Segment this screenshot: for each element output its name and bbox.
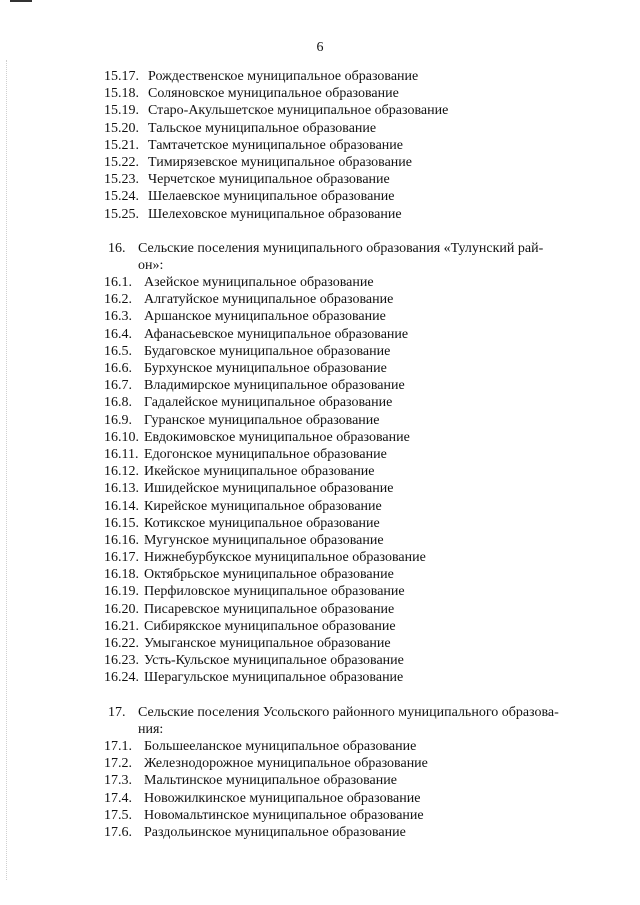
list-item — [104, 790, 594, 807]
item-text: Азейское муниципальное образование — [144, 275, 374, 291]
item-text: Котикское муниципальное образование — [144, 515, 380, 531]
item-number: 16.6. — [104, 361, 132, 377]
section-16-number: 16. — [108, 240, 126, 256]
list-item — [104, 102, 594, 119]
section-17-number: 17. — [108, 704, 126, 720]
list-item — [104, 669, 594, 686]
item-text: Черчетское муниципальное образование — [148, 172, 390, 188]
item-text: Афанасьевское муниципальное образование — [144, 326, 409, 342]
item-number: 16.10. — [104, 429, 139, 445]
item-number: 16.21. — [104, 618, 139, 634]
list-item — [104, 377, 594, 394]
list-item — [104, 498, 594, 515]
list-item — [104, 652, 594, 669]
item-number: 15.21. — [104, 137, 139, 153]
list-item — [104, 326, 594, 343]
item-text: Перфиловское муниципальное образование — [144, 584, 405, 600]
item-text: Тимирязевское муниципальное образование — [148, 154, 412, 170]
list-item — [104, 412, 594, 429]
item-number: 16.4. — [104, 326, 132, 342]
item-text: Алгатуйское муниципальное образование — [144, 292, 394, 308]
item-text: Гадалейское муниципальное образование — [144, 395, 393, 411]
item-text: Владимирское муниципальное образование — [144, 378, 405, 394]
item-number: 17.6. — [104, 824, 132, 840]
item-number: 16.3. — [104, 309, 132, 325]
spacer — [104, 687, 594, 704]
list-item — [104, 446, 594, 463]
list-item — [104, 308, 594, 325]
list-section-16 — [104, 274, 594, 687]
item-number: 17.5. — [104, 807, 132, 823]
item-number: 16.5. — [104, 343, 132, 359]
list-section-17 — [104, 738, 594, 841]
item-text: Раздольинское муниципальное образование — [144, 824, 406, 840]
item-number: 17.2. — [104, 756, 132, 772]
item-number: 16.20. — [104, 601, 139, 617]
section-17-heading — [104, 704, 594, 738]
list-item — [104, 738, 594, 755]
list-item — [104, 463, 594, 480]
list-item — [104, 772, 594, 789]
item-text: Бурхунское муниципальное образование — [144, 361, 387, 377]
list-item — [104, 154, 594, 171]
list-item — [104, 206, 594, 223]
list-item — [104, 274, 594, 291]
list-item — [104, 549, 594, 566]
list-item — [104, 360, 594, 377]
item-number: 16.11. — [104, 446, 139, 462]
item-text: Шелаевское муниципальное образование — [148, 189, 395, 205]
section-17-title-line1: Сельские поселения Усольского районного муниципального образова- — [138, 704, 559, 720]
list-item — [104, 583, 594, 600]
item-number: 15.25. — [104, 206, 139, 222]
list-item — [104, 601, 594, 618]
item-number: 15.23. — [104, 172, 139, 188]
item-number: 16.16. — [104, 532, 139, 548]
item-number: 15.24. — [104, 189, 139, 205]
item-number: 16.24. — [104, 670, 139, 686]
list-item — [104, 429, 594, 446]
item-text: Железнодорожное муниципальное образование — [144, 756, 428, 772]
list-item — [104, 188, 594, 205]
section-16-title-line1: Сельские поселения муниципального образования «Тулунский рай- — [138, 240, 544, 256]
item-number: 15.19. — [104, 103, 139, 119]
item-number: 16.23. — [104, 653, 139, 669]
item-text: Новожилкинское муниципальное образование — [144, 790, 421, 806]
item-number: 15.22. — [104, 154, 139, 170]
list-item — [104, 824, 594, 841]
list-item — [104, 566, 594, 583]
list-item — [104, 635, 594, 652]
item-text: Тальское муниципальное образование — [148, 120, 377, 136]
item-number: 17.3. — [104, 773, 132, 789]
item-number: 16.7. — [104, 378, 132, 394]
item-number: 17.4. — [104, 790, 132, 806]
item-text: Икейское муниципальное образование — [144, 464, 375, 480]
item-text: Большееланское муниципальное образование — [144, 739, 417, 754]
item-text: Октябрьское муниципальное образование — [144, 567, 394, 583]
page-number: 6 — [316, 40, 324, 55]
item-text: Писаревское муниципальное образование — [144, 601, 395, 617]
scan-edge-dots — [6, 60, 8, 880]
item-text: Шелеховское муниципальное образование — [148, 206, 402, 222]
section-16-heading — [104, 240, 594, 274]
scan-corner-mark — [10, 0, 32, 2]
item-text: Мальтинское муниципальное образование — [144, 773, 397, 789]
item-number: 16.1. — [104, 275, 132, 291]
list-item — [104, 120, 594, 137]
item-number: 16.19. — [104, 584, 139, 600]
list-item — [104, 68, 594, 85]
item-number: 16.15. — [104, 515, 139, 531]
item-text: Тамтачетское муниципальное образование — [148, 137, 403, 153]
item-number: 16.13. — [104, 481, 139, 497]
item-text: Рождественское муниципальное образование — [148, 69, 419, 84]
list-item — [104, 171, 594, 188]
list-item — [104, 618, 594, 635]
item-text: Ишидейское муниципальное образование — [144, 481, 394, 497]
list-item — [104, 85, 594, 102]
list-item — [104, 515, 594, 532]
section-16-title-line2: он»: — [138, 257, 164, 273]
item-text: Гуранское муниципальное образование — [144, 412, 380, 428]
document-body — [104, 68, 594, 841]
item-text: Новомальтинское муниципальное образование — [144, 807, 424, 823]
item-number: 16.8. — [104, 395, 132, 411]
list-item — [104, 137, 594, 154]
item-text: Сибирякское муниципальное образование — [144, 618, 396, 634]
item-text: Усть-Кульское муниципальное образование — [144, 653, 404, 669]
list-item — [104, 532, 594, 549]
item-text: Евдокимовское муниципальное образование — [144, 429, 410, 445]
item-text: Соляновское муниципальное образование — [148, 86, 399, 102]
item-text: Умыганское муниципальное образование — [144, 636, 391, 652]
item-number: 15.20. — [104, 120, 139, 136]
list-item — [104, 394, 594, 411]
item-number: 16.17. — [104, 550, 139, 566]
item-text: Нижнебурбукское муниципальное образование — [144, 550, 426, 566]
item-number: 15.17. — [104, 69, 139, 84]
item-number: 17.1. — [104, 739, 132, 754]
list-item — [104, 755, 594, 772]
item-text: Мугунское муниципальное образование — [144, 532, 384, 548]
item-text: Шерагульское муниципальное образование — [144, 670, 404, 686]
item-text: Аршанское муниципальное образование — [144, 309, 386, 325]
item-number: 16.12. — [104, 464, 139, 480]
item-text: Старо-Акульшетское муниципальное образование — [148, 103, 449, 119]
list-item — [104, 807, 594, 824]
item-text: Кирейское муниципальное образование — [144, 498, 382, 514]
list-section-15 — [104, 68, 594, 223]
spacer — [104, 223, 594, 240]
item-text: Едогонское муниципальное образование — [144, 446, 387, 462]
list-item — [104, 291, 594, 308]
item-number: 15.18. — [104, 86, 139, 102]
item-text: Будаговское муниципальное образование — [144, 343, 391, 359]
item-number: 16.22. — [104, 636, 139, 652]
list-item — [104, 343, 594, 360]
section-17-title-line2: ния: — [138, 721, 164, 737]
item-number: 16.2. — [104, 292, 132, 308]
item-number: 16.14. — [104, 498, 139, 514]
item-number: 16.9. — [104, 412, 132, 428]
item-number: 16.18. — [104, 567, 139, 583]
list-item — [104, 480, 594, 497]
